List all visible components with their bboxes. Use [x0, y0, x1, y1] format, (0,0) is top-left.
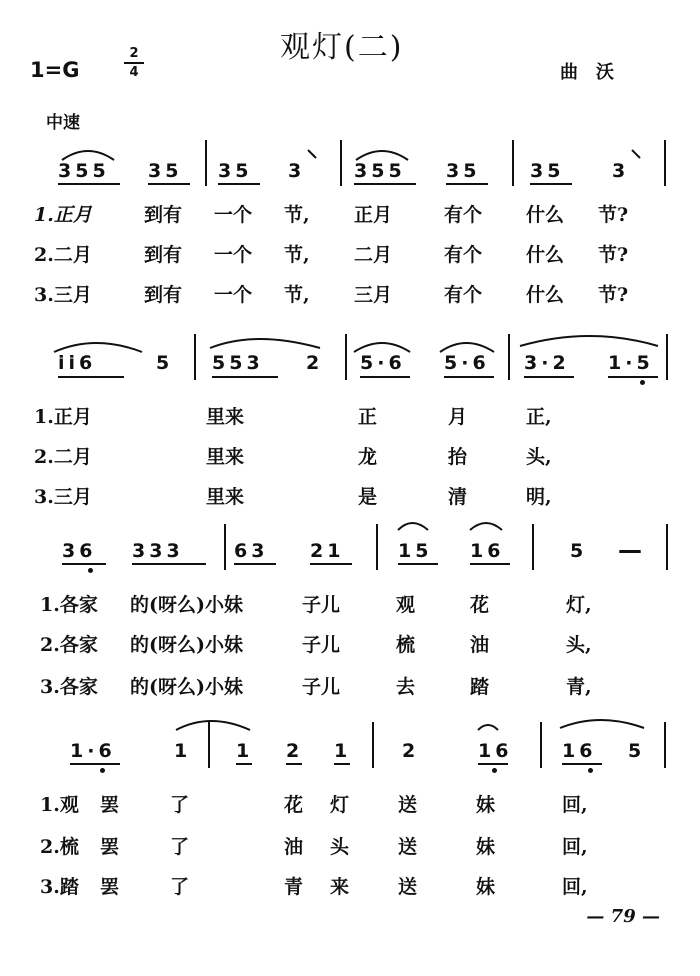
underline — [218, 183, 260, 185]
barline — [376, 524, 378, 570]
note-group: ii6 — [58, 352, 97, 374]
underline — [234, 563, 276, 565]
lyric: 节? — [598, 244, 629, 266]
lyric-verse-1: 1.各家 — [40, 594, 98, 616]
lyric: 一个 — [214, 244, 253, 266]
lyric: 三月 — [354, 284, 393, 306]
barline — [205, 140, 207, 186]
lyric: 花 — [470, 594, 490, 616]
lyric: 有个 — [444, 244, 483, 266]
low-octave-dot — [100, 768, 105, 773]
note-group: 35 — [446, 160, 481, 182]
lyric-verse-3: 3.三月 — [34, 284, 92, 306]
note-group: 2 — [286, 740, 304, 762]
lyric: 观 — [396, 594, 416, 616]
underline — [58, 183, 120, 185]
note-group: 5·6 — [444, 352, 490, 374]
underline — [470, 563, 510, 565]
lyric: 送 — [398, 836, 418, 858]
underline — [360, 376, 410, 378]
lyric: 到有 — [144, 244, 183, 266]
barline — [540, 722, 542, 768]
lyric: 到有 — [144, 204, 183, 226]
lyric: 是 — [358, 486, 378, 508]
barline — [508, 334, 510, 380]
barline — [345, 334, 347, 380]
key-signature: 1=G — [30, 58, 80, 82]
lyric: 里来 — [206, 446, 245, 468]
song-title: 观灯(二) — [280, 30, 404, 65]
lyric: 了 — [170, 836, 190, 858]
lyric: 油 — [470, 634, 490, 656]
underline — [286, 763, 302, 765]
lyric: 正月 — [354, 204, 393, 226]
note-group: 15 — [398, 540, 433, 562]
tempo-marking: 中速 — [46, 113, 80, 133]
underline — [70, 763, 120, 765]
underline — [62, 563, 106, 565]
barline — [664, 140, 666, 186]
lyric-verse-3: 3.各家 — [40, 676, 98, 698]
lyric: 送 — [398, 876, 418, 898]
lyric: 清 — [448, 486, 468, 508]
underline — [608, 376, 658, 378]
underline — [524, 376, 574, 378]
lyric: 里来 — [206, 406, 245, 428]
underline — [132, 563, 206, 565]
low-octave-dot — [492, 768, 497, 773]
lyric: 妹 — [476, 836, 496, 858]
lyric: 正 — [358, 406, 378, 428]
lyric: 月 — [448, 406, 468, 428]
lyric: 什么 — [526, 204, 565, 226]
lyric: 节, — [284, 244, 310, 266]
lyric: 什么 — [526, 244, 565, 266]
lyric: 节, — [284, 204, 310, 226]
lyric-verse-1: 1.正月 — [34, 204, 92, 226]
lyric: 送 — [398, 794, 418, 816]
note-group: 5 — [628, 740, 646, 762]
barline — [532, 524, 534, 570]
note-group: 1·5 — [608, 352, 654, 374]
lyric: 罢 — [100, 836, 120, 858]
lyric: 子儿 — [302, 676, 341, 698]
underline — [354, 183, 416, 185]
lyric-verse-3: 3.踏 — [40, 876, 79, 898]
lyric: 到有 — [144, 284, 183, 306]
note-group: 35 — [218, 160, 253, 182]
lyric: 头, — [526, 446, 552, 468]
lyric: 妹 — [476, 876, 496, 898]
barline — [372, 722, 374, 768]
lyric: 回, — [562, 876, 588, 898]
barline — [512, 140, 514, 186]
lyric-verse-3: 3.三月 — [34, 486, 92, 508]
lyric: 子儿 — [302, 634, 341, 656]
note-group: 553 — [212, 352, 264, 374]
barline — [194, 334, 196, 380]
underline — [398, 563, 438, 565]
note-group: 21 — [310, 540, 345, 562]
low-octave-dot — [640, 380, 645, 385]
barline — [208, 722, 210, 768]
lyric: 抬 — [448, 446, 468, 468]
lyric-verse-1: 1.正月 — [34, 406, 92, 428]
lyric: 回, — [562, 836, 588, 858]
note-group: 1·6 — [70, 740, 116, 762]
composer: 曲沃 — [560, 62, 632, 83]
lyric: 什么 — [526, 284, 565, 306]
lyric: 罢 — [100, 876, 120, 898]
meter-bottom: 4 — [129, 65, 139, 80]
note-group: 35 — [148, 160, 183, 182]
lyric: 花 — [284, 794, 304, 816]
note-group: 355 — [58, 160, 110, 182]
lyric: 头 — [330, 836, 350, 858]
lyric: 二月 — [354, 244, 393, 266]
page-number: — 79 — — [586, 906, 660, 927]
lyric: 了 — [170, 876, 190, 898]
underline — [212, 376, 278, 378]
underline — [58, 376, 124, 378]
lyric: 一个 — [214, 284, 253, 306]
note-group: 2 — [306, 352, 324, 374]
note-group: 5·6 — [360, 352, 406, 374]
note-group: 3 — [288, 160, 306, 182]
note-group: 1 — [174, 740, 192, 762]
underline — [562, 763, 602, 765]
note-group: 35 — [530, 160, 565, 182]
lyric: 正, — [526, 406, 552, 428]
note-group: 3 — [612, 160, 630, 182]
lyric: 踏 — [470, 676, 490, 698]
lyric: 一个 — [214, 204, 253, 226]
lyric: 青 — [284, 876, 304, 898]
meter-top: 2 — [129, 46, 139, 61]
lyric: 妹 — [476, 794, 496, 816]
dash-extension: — — [618, 536, 646, 564]
lyric-verse-2: 2.二月 — [34, 244, 92, 266]
lyric: 节, — [284, 284, 310, 306]
lyric: 的(呀么)小妹 — [130, 634, 243, 656]
lyric: 油 — [284, 836, 304, 858]
underline — [530, 183, 572, 185]
lyric: 的(呀么)小妹 — [130, 676, 243, 698]
lyric: 头, — [566, 634, 592, 656]
lyric: 灯, — [566, 594, 592, 616]
note-group: 3·2 — [524, 352, 570, 374]
lyric: 罢 — [100, 794, 120, 816]
lyric: 去 — [396, 676, 416, 698]
underline — [478, 763, 508, 765]
note-group: 16 — [470, 540, 505, 562]
barline — [224, 524, 226, 570]
lyric: 回, — [562, 794, 588, 816]
lyric: 有个 — [444, 204, 483, 226]
barline — [340, 140, 342, 186]
barline — [666, 524, 668, 570]
note-group: 2 — [402, 740, 420, 762]
lyric: 有个 — [444, 284, 483, 306]
lyric: 里来 — [206, 486, 245, 508]
lyric: 来 — [330, 876, 350, 898]
underline — [310, 563, 352, 565]
lyric: 明, — [526, 486, 552, 508]
lyric: 了 — [170, 794, 190, 816]
barline — [664, 722, 666, 768]
lyric-verse-2: 2.梳 — [40, 836, 79, 858]
note-group: 36 — [62, 540, 97, 562]
barline — [666, 334, 668, 380]
note-group: 5 — [156, 352, 174, 374]
note-group: 1 — [334, 740, 352, 762]
low-octave-dot — [88, 568, 93, 573]
lyric: 节? — [598, 204, 629, 226]
note-group: 333 — [132, 540, 184, 562]
note-group: 16 — [478, 740, 513, 762]
note-group: 1 — [236, 740, 254, 762]
lyric: 梳 — [396, 634, 416, 656]
lyric-verse-2: 2.二月 — [34, 446, 92, 468]
lyric: 节? — [598, 284, 629, 306]
underline — [236, 763, 252, 765]
lyric: 灯 — [330, 794, 350, 816]
note-group: 16 — [562, 740, 597, 762]
note-group: 63 — [234, 540, 269, 562]
lyric: 的(呀么)小妹 — [130, 594, 243, 616]
lyric: 子儿 — [302, 594, 341, 616]
lyric-verse-2: 2.各家 — [40, 634, 98, 656]
underline — [334, 763, 350, 765]
underline — [148, 183, 190, 185]
lyric: 龙 — [358, 446, 378, 468]
low-octave-dot — [588, 768, 593, 773]
underline — [444, 376, 494, 378]
lyric-verse-1: 1.观 — [40, 794, 79, 816]
underline — [446, 183, 488, 185]
lyric: 青, — [566, 676, 592, 698]
note-group: 355 — [354, 160, 406, 182]
note-group: 5 — [570, 540, 588, 562]
